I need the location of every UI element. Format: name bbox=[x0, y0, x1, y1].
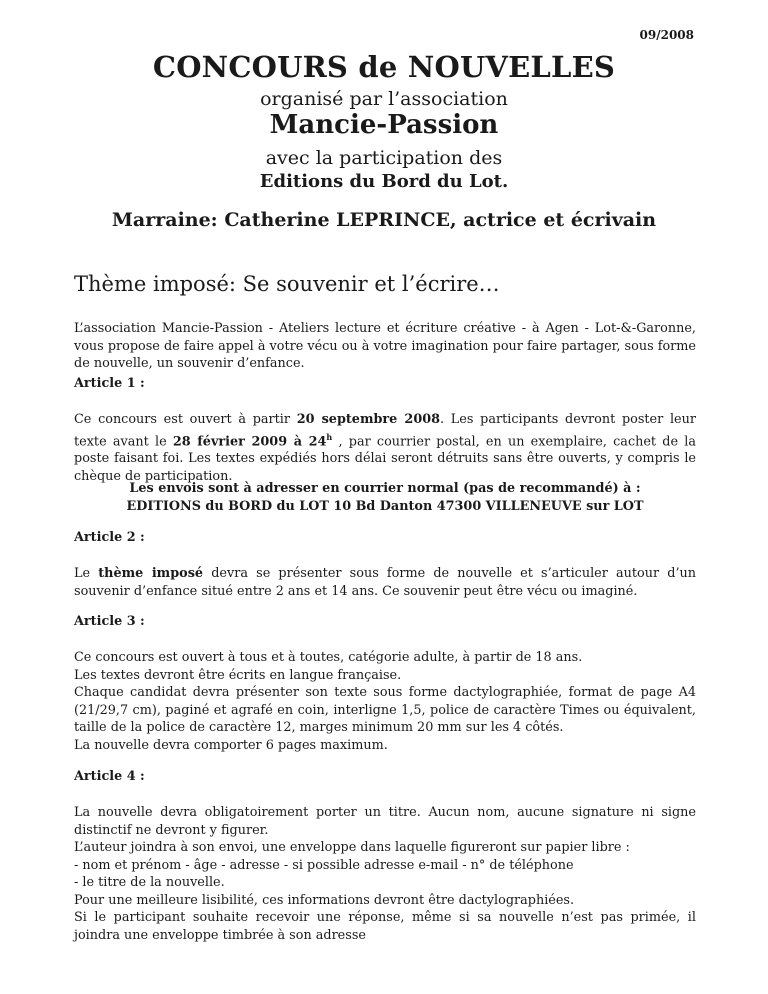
start-date: 20 septembre 2008 bbox=[296, 412, 441, 427]
article-3-line-2: Les textes devront être écrits en langue française. bbox=[74, 667, 402, 683]
article-3-line-1: Ce concours est ouvert à tous et à toutes, catégorie adulte, à partir de 18 ans. bbox=[74, 650, 583, 665]
document-date: 09/2008 bbox=[639, 28, 694, 42]
deadline-hour-sup: h bbox=[326, 431, 333, 442]
theme-impose-bold: thème imposé bbox=[98, 566, 204, 581]
participation-line: avec la participation des bbox=[265, 147, 503, 169]
article-1-text-c: , par courrier postal, en un exemplaire, cachet de la poste faisant foi. Les textes expédiés hors délai seront détruits sans être ouverts, y compris le chèque de participation. bbox=[74, 433, 697, 484]
article-4-line-2: L’auteur joindra à son envoi, une enveloppe dans laquelle figureront sur papier libre : bbox=[74, 840, 630, 855]
deadline-date: 28 février 2009 à 24 bbox=[172, 433, 327, 449]
article-4-line-3: - nom et prénom - âge - adresse - si possible adresse e-mail - n° de téléphone bbox=[74, 857, 574, 873]
article-1-text bbox=[74, 411, 696, 485]
article-4-line-6: Si le participant souhaite recevoir une réponse, même si sa nouvelle n’est pas primée, il joindra une enveloppe timbrée à son adresse bbox=[74, 910, 696, 943]
article-3-line-4: La nouvelle devra comporter 6 pages maximum. bbox=[74, 737, 388, 753]
article-1-text-a: Ce concours est ouvert à partir bbox=[74, 412, 297, 427]
organized-by-line: organisé par l’association bbox=[260, 88, 508, 110]
marraine-line: Marraine: Catherine LEPRINCE, actrice et écrivain bbox=[111, 209, 657, 231]
article-2-text bbox=[74, 565, 696, 600]
article-4-heading: Article 4 : bbox=[74, 769, 145, 784]
article-2-text-b: devra se présenter sous forme de nouvelle et s’articuler autour d’un souvenir d’enfance situé entre 2 ans et 14 ans. Ce souvenir peut être vécu ou imaginé. bbox=[74, 566, 696, 599]
contest-title: CONCOURS de NOUVELLES bbox=[152, 50, 616, 84]
article-4-line-1: La nouvelle devra obligatoirement porter un titre. Aucun nom, aucune signature ni signe distinctif ne devront y figurer. bbox=[74, 805, 696, 838]
mailing-line-1: Les envois sont à adresser en courrier normal (pas de recommandé) à : bbox=[129, 481, 641, 496]
theme-heading: Thème imposé: Se souvenir et l’écrire… bbox=[74, 272, 500, 296]
article-2-text-a: Le bbox=[74, 566, 99, 581]
article-3-text bbox=[74, 649, 696, 754]
article-3-heading: Article 3 : bbox=[74, 614, 145, 629]
article-4-line-4: - le titre de la nouvelle. bbox=[74, 875, 225, 890]
article-2-heading: Article 2 : bbox=[74, 530, 145, 545]
association-name: Mancie-Passion bbox=[269, 110, 499, 140]
article-4-line-5: Pour une meilleure lisibilité, ces informations devront être dactylographiées. bbox=[74, 892, 575, 908]
mailing-address: EDITIONS du BORD du LOT 10 Bd Danton 47300 VILLENEUVE sur LOT bbox=[126, 498, 644, 514]
article-1-heading: Article 1 : bbox=[74, 376, 145, 391]
publisher-name: Editions du Bord du Lot. bbox=[259, 171, 509, 192]
article-3-line-3: Chaque candidat devra présenter son texte sous forme dactylographiée, format de page A4 (21/29,7 cm), paginé et agrafé en coin, interligne 1,5, police de caractère Times ou équivalent, taille de la police de caractère 12, marges minimum 20 mm sur les 4 côtés. bbox=[74, 685, 696, 735]
article-1-text-b: . Les participants devront poster leur texte avant le bbox=[74, 412, 696, 449]
intro-paragraph: L’association Mancie-Passion - Ateliers lecture et écriture créative - à Agen - Lot-&-Garonne, vous propose de faire appel à votre vécu ou à votre imagination pour faire partager, sous forme de nouvelle, un souvenir d’enfance. bbox=[74, 321, 696, 371]
mailing-instructions bbox=[74, 480, 696, 515]
article-4-text bbox=[74, 804, 696, 944]
